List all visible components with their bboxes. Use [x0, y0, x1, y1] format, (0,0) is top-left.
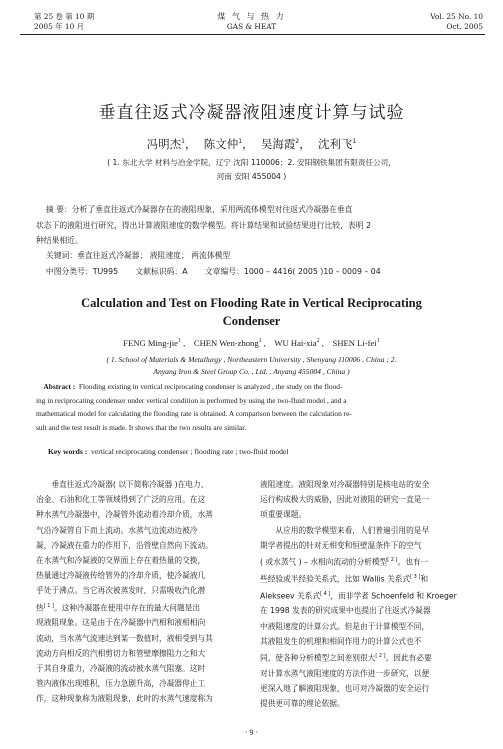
body-line: 对计算水蒸气液阻速度的方法作进一步研究，以便	[260, 668, 430, 678]
body-line: 热量通过冷凝液传给管外的冷却介质，使冷凝液几	[36, 571, 206, 581]
author-cn: 吴海霞	[260, 137, 296, 151]
body-line: Alekseev 关系式[ 4 ]，而非学者 Schoenfeld 和 Kroeger	[260, 590, 457, 601]
affiliation-line: Anyang Iron & Steel Group Co. , Ltd. , Anyang 455004 , China )	[153, 367, 350, 376]
abstract-line: 摘 要：分析了垂直往返式冷凝器存在的液阻现象，采用两流体模型对往返式冷凝器在垂直	[45, 205, 353, 214]
abstract-cn	[36, 202, 478, 249]
abstract-line: 种结果相近。	[36, 236, 83, 245]
keywords-en	[48, 447, 288, 456]
body-line: 项重要课题。	[260, 510, 307, 520]
author-en: WU Hai-xia	[274, 338, 317, 348]
abstract-line: 状态下的液阻进行研究，得出计算液阻速度的数学模型。将计算结果和试验结果进行比较，表明 2	[36, 220, 371, 230]
body-line: 冶金、石油和化工等领域得到了广泛的应用。在这	[36, 495, 206, 505]
abstract-line: sult and the test result is made. It shows that the two results are similar.	[36, 422, 247, 432]
citation-mark: [ 2 ]	[375, 652, 386, 659]
author-affil-mark: 1	[258, 338, 262, 345]
citation-mark: [ 1 ]	[43, 602, 54, 609]
body-line: 种水蒸气冷凝器中，冷凝管外流动着冷却介质，水蒸	[36, 510, 213, 520]
keywords-text: 垂直往返式冷凝器； 液阻速度； 两流体模型	[77, 251, 231, 260]
author-affil-mark: 1	[376, 338, 380, 345]
body-line: 垂直往返式冷凝器( 以下简称冷凝器 )在电力、	[36, 480, 209, 489]
body-line: 气沿冷凝管自下而上流动。水蒸气边流动边被冷	[36, 525, 198, 535]
body-column-right	[260, 477, 482, 711]
affiliation-line: 河南 安阳 455004 )	[216, 172, 287, 181]
author-affil-mark: 1	[352, 138, 357, 146]
body-line: 更深入地了解液阻现象，也可对冷凝器的安全运行	[260, 683, 430, 693]
body-line: ( 或水蒸气 ) – 水相向流动的分析模型[ 2 ]。也有一	[260, 557, 429, 567]
body-line: 乎处于沸点。当它再次被蒸发时，只需吸收汽化潜	[36, 586, 206, 596]
body-line: 些经验或半经验关系式，比如 Wallis 关系式[ 3 ]和	[260, 573, 429, 584]
doc-code-value: A	[182, 267, 188, 276]
keywords-text: vertical reciprocating condenser ; flooding rate ; two-fluid model	[91, 447, 289, 456]
body-line: 其液阻发生的机理和相间作用力的计算公式也不	[260, 636, 422, 646]
keywords-label: 关键词：	[45, 251, 78, 260]
title-en-line: Condenser	[222, 314, 281, 328]
paper-title-en	[0, 294, 503, 330]
doc-code-label: 文献标识码：	[135, 267, 183, 276]
issue-date-en: Oct. 2005	[446, 22, 483, 31]
author-affil-mark: 2	[295, 138, 300, 146]
author-affil-mark: 1	[177, 338, 181, 345]
citation-mark: [ 3 ]	[410, 573, 421, 580]
article-no-label: 文章编号：	[204, 267, 244, 276]
issue-date-cn: 2005 年 10 月	[34, 22, 85, 31]
body-line: 运行构成极大的威胁，因此对液阻的研究一直是一	[260, 495, 430, 505]
author-en: SHEN Li-fei	[332, 338, 377, 348]
author-cn: 冯明杰	[146, 137, 182, 151]
abstract-line: Abstract : Flooding existing in vertical reciprocating condenser is analyzed , the study on the flood-	[43, 382, 343, 391]
journal-name	[0, 12, 503, 32]
body-line: 凝，冷凝液在重力的作用下，沿管壁自然向下流动。	[36, 540, 213, 550]
abstract-line: mathematical model for calculating the flooding rate is obtained. A comparison between the calculation re-	[36, 409, 352, 418]
affiliation-line: ( 1. 东北大学 材料与冶金学院，辽宁 沈阳 110006；2. 安阳钢铁集团有限责任公司，	[107, 158, 396, 167]
body-line: 期学者提出的针对无相变和恒壁温条件下的空气	[260, 540, 422, 550]
body-line: 在 1998 发表的研究成果中也提出了往返式冷凝器	[260, 606, 431, 616]
authors-en: FENG Ming-jie$^1$ , CHEN Wen-zhong$^1$ , WU Hai-xia$^2$ , SHEN Li-fei$^1$	[123, 338, 380, 348]
citation-mark: [ 2 ]	[387, 557, 398, 564]
body-line: 于其自身重力，冷凝液的流动被水蒸气阻塞。这时	[36, 664, 206, 673]
body-line: 提供更可靠的理论依据。	[260, 699, 345, 709]
authors-cn: 冯明杰$^1$， 陈文仲$^1$， 吴海霞$^2$， 沈利飞$^1$	[146, 137, 357, 151]
keywords-label: Key words :	[48, 447, 88, 456]
body-line: 流动方向相反的汽相剪切力和管壁摩擦阻力之和大	[36, 648, 206, 658]
journal-volume-en	[430, 12, 483, 32]
body-line: 作，这种现象称为液阻现象，此时的水蒸气速度称为	[36, 694, 213, 704]
author-en: CHEN Wen-zhong	[193, 338, 259, 348]
abstract-label: 摘 要：	[45, 205, 72, 214]
author-cn: 沈利飞	[318, 137, 353, 151]
journal-name-en: GAS & HEAT	[226, 22, 277, 31]
volume-issue: 第 25 卷 第 10 期	[34, 12, 95, 21]
title-en-line: Calculation and Test on Flooding Rate in Vertical Reciprocating	[81, 296, 422, 310]
author-affil-mark: 2	[316, 338, 320, 345]
clc-label: 中图分类号：	[45, 267, 93, 276]
author-affil-mark: 1	[238, 138, 243, 146]
body-line: 在水蒸气和冷凝液的交界面上存在着热量的交换，	[36, 556, 206, 566]
author-affil-mark: 1	[181, 138, 185, 146]
vol-no-en: Vol. 25 No. 10	[430, 12, 483, 21]
body-line: 液阻速度。液阻现象对冷凝器特别是核电站的安全	[260, 480, 430, 489]
affiliation-line: ( 1. School of Materials & Metallurgy , Northeastern University , Shenyang 110006 , China ; 2.	[106, 355, 397, 364]
body-line: 热[ 1 ]。这种冷凝器在使用中存在的最大问题是出	[36, 602, 201, 613]
clc-value: TU995	[92, 267, 119, 276]
affiliation-en	[0, 354, 503, 378]
body-line: 现液阻现象。这是由于在冷凝器中汽相和液相相向	[36, 618, 206, 628]
body-column-left	[36, 477, 258, 707]
body-line: 中液阻速度的计算公式。但是由于计算模型不同，	[260, 621, 430, 631]
author-en: FENG Ming-jie	[123, 338, 178, 348]
body-line: 管内液体出现堆积，压力急剧升高，冷凝器停止工	[36, 679, 206, 689]
body-line: 同，使各种分析模型之间差别很大[ 2 ]。因此有必要	[260, 652, 432, 663]
classification-cn	[36, 264, 478, 280]
header-rule	[20, 34, 485, 35]
body-line: 流动，当水蒸气流速达到某一数值时，液相受到与其	[36, 633, 213, 643]
journal-name-cn: 煤 气 与 热 力	[217, 12, 286, 21]
paper-title-cn: 垂直往返式冷凝器液阻速度计算与试验	[98, 103, 405, 123]
abstract-en	[36, 380, 478, 434]
affiliation-cn	[0, 156, 503, 184]
author-cn: 陈文仲	[203, 137, 239, 151]
body-line: 从应用的数学模型来看，人们普遍引用的是早	[260, 525, 430, 535]
citation-mark: [ 4 ]	[320, 590, 331, 597]
article-no-value: 1000 – 4416( 2005 )10 – 0009 – 04	[243, 267, 381, 276]
abstract-line: ing in reciprocating condenser under vertical condition is performed by using the two-fluid model , and a	[36, 395, 347, 405]
keywords-cn	[36, 248, 478, 264]
page-number: · 9 ·	[244, 728, 259, 737]
abstract-label: Abstract :	[43, 382, 76, 391]
